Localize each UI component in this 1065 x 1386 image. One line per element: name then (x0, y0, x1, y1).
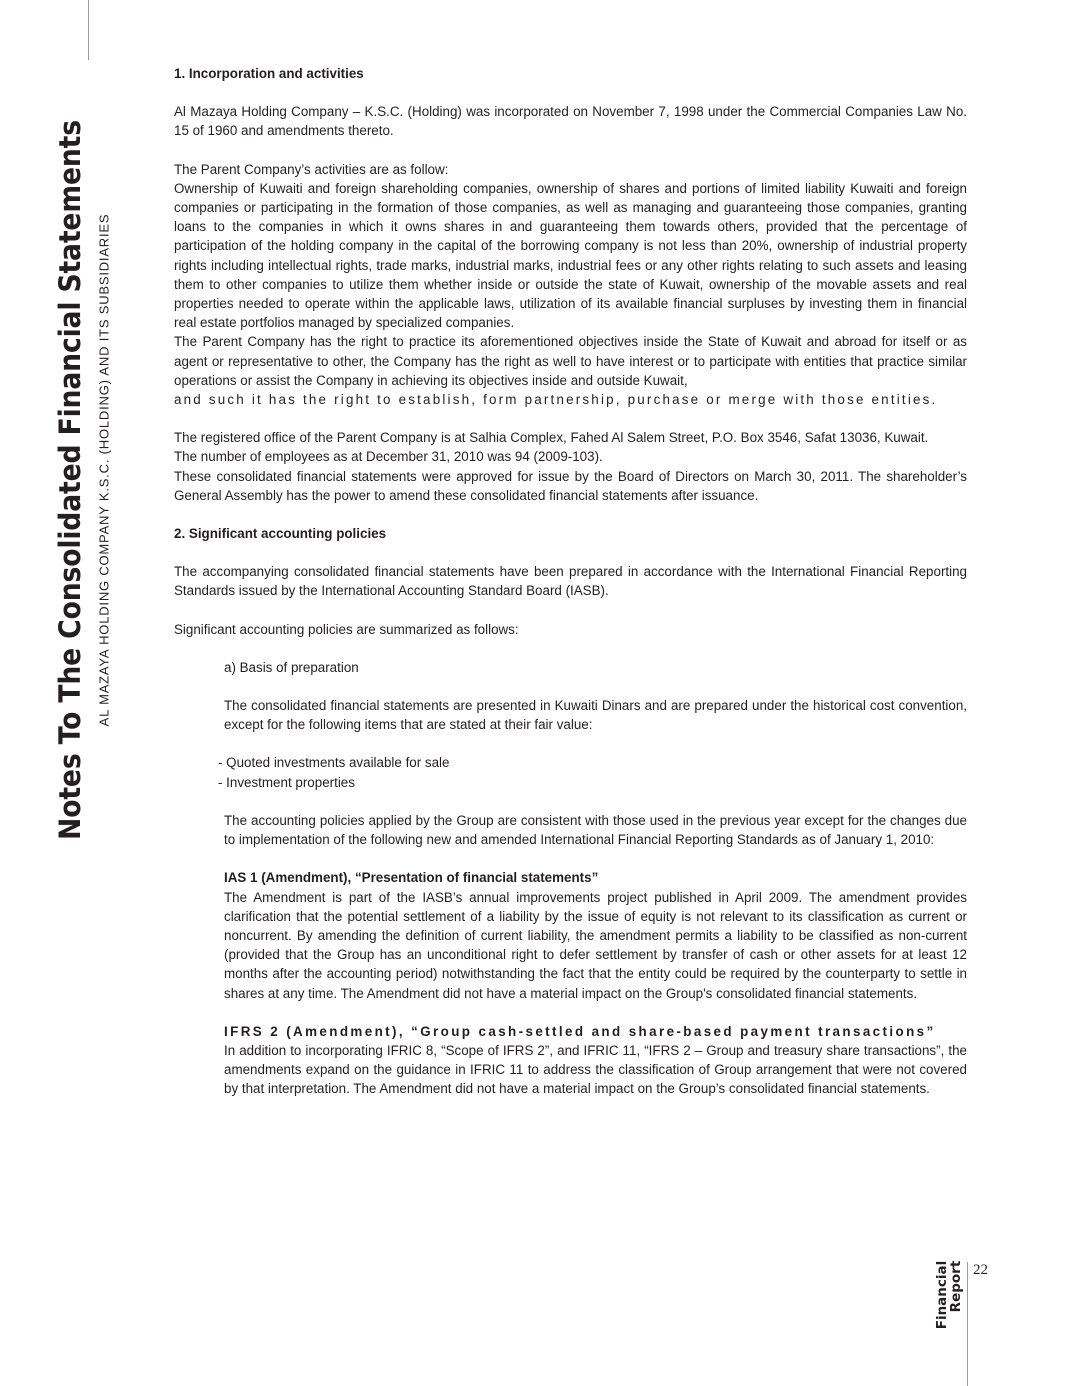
list-item: - Investment properties (218, 774, 355, 790)
paragraph: In addition to incorporating IFRIC 8, “Scope of IFRS 2”, and IFRIC 11, “IFRS 2 – Group and treasury share transactions”, the amendments expand on the guidance in IFRIC 11 to address the classification of Group arrangement that were not covered by that interpretation. The Amendment did not have a material impact on the Group’s consolidated financial statements. (224, 1042, 967, 1097)
paragraph: The accounting policies applied by the Group are consistent with those used in the previous year except for the changes due to implementation of the following new and amended International Financial Reporting Standards as of January 1, 2010: (224, 812, 967, 848)
footer-label: Financial Report (934, 1260, 964, 1330)
paragraph: Ownership of Kuwaiti and foreign shareholding companies, ownership of shares and portions of limited liability Kuwaiti and foreign companies or participating in the formation of those companies, as well as managing and guaranteeing those companies, granting loans to the companies in which it owns shares in and guaranteeing them towards others, provided that the percentage of participation of the holding company in the capital of the borrowing company is not less than 20%, ownership of industrial property rights including intellectual rights, trade marks, industrial marks, industrial fees or any other rights relating to such assets and leasing them to other companies to utilize them whether inside or outside the state of Kuwait, ownership of the movable assets and real properties needed to operate within the applicable laws, utilization of its available financial surpluses by investing them in financial real estate portfolios managed by specialized companies. (174, 180, 967, 331)
page-number: 22 (973, 1262, 988, 1278)
paragraph: The accompanying consolidated financial statements have been prepared in accordance with the International Financial Reporting Standards issued by the International Accounting Standard Board (IASB). (174, 564, 967, 599)
ifrs2-heading: IFRS 2 (Amendment), “Group cash-settled and share-based payment transactions” (224, 1023, 936, 1039)
bottom-divider-line (967, 1262, 968, 1386)
paragraph-last-line: and such it has the right to establish, form partnership, purchase or merge with those entities. (174, 392, 938, 408)
side-subtitle: AL MAZAYA HOLDING COMPANY K.S.C. (HOLDING) AND ITS SUBSIDIARIES (96, 213, 112, 727)
paragraph: Al Mazaya Holding Company – K.S.C. (Holding) was incorporated on November 7, 1998 under the Commercial Companies Law No. 15 of 1960 and amendments thereto. (174, 104, 967, 139)
list-item: - Quoted investments available for sale (218, 755, 450, 771)
section2-heading: 2. Significant accounting policies (174, 526, 387, 542)
paragraph: The Parent Company’s activities are as follow: (174, 161, 449, 177)
subheading-basis: a) Basis of preparation (224, 659, 359, 675)
paragraph: The consolidated financial statements are presented in Kuwaiti Dinars and are prepared under the historical cost convention, except for the following items that are stated at their fair value: (224, 698, 967, 733)
ias1-heading: IAS 1 (Amendment), “Presentation of financial statements” (224, 870, 599, 886)
paragraph: Significant accounting policies are summarized as follows: (174, 621, 519, 637)
paragraph: The Amendment is part of the IASB’s annual improvements project published in April 2009. The amendment provides clarification that the potential settlement of a liability by the issue of equity is not relevant to its classification as current or noncurrent. By amending the definition of current liability, the amendment permits a liability to be classified as non-current (provided that the Group has an unconditional right to defer settlement by transfer of cash or other assets for at least 12 months after the accounting period) notwithstanding the fact that the entity could be required by the counterparty to settle in shares at any time. The Amendment did not have a material impact on the Group's consolidated financial statements. (224, 889, 967, 1001)
main-content (174, 64, 967, 1099)
paragraph: The number of employees as at December 31, 2010 was 94 (2009-103). (174, 449, 603, 465)
section1-heading: 1. Incorporation and activities (174, 66, 364, 81)
side-title: Notes To The Consolidated Financial Statements (53, 120, 87, 840)
paragraph: The Parent Company has the right to practice its aforementioned objectives inside the State of Kuwait and abroad for itself or as agent or representative to other, the Company has the right as well to have interest or to participate with entities that practice similar operations or assist the Company in achieving its objectives inside and outside Kuwait, (174, 334, 967, 388)
paragraph: The registered office of the Parent Company is at Salhia Complex, Fahed Al Salem Street, P.O. Box 3546, Safat 13036, Kuwait. (174, 430, 929, 446)
paragraph: These consolidated financial statements were approved for issue by the Board of Directors on March 30, 2011. The shareholder’s General Assembly has the power to amend these consolidated financial statements after issuance. (174, 468, 967, 503)
top-divider-line (88, 0, 89, 60)
